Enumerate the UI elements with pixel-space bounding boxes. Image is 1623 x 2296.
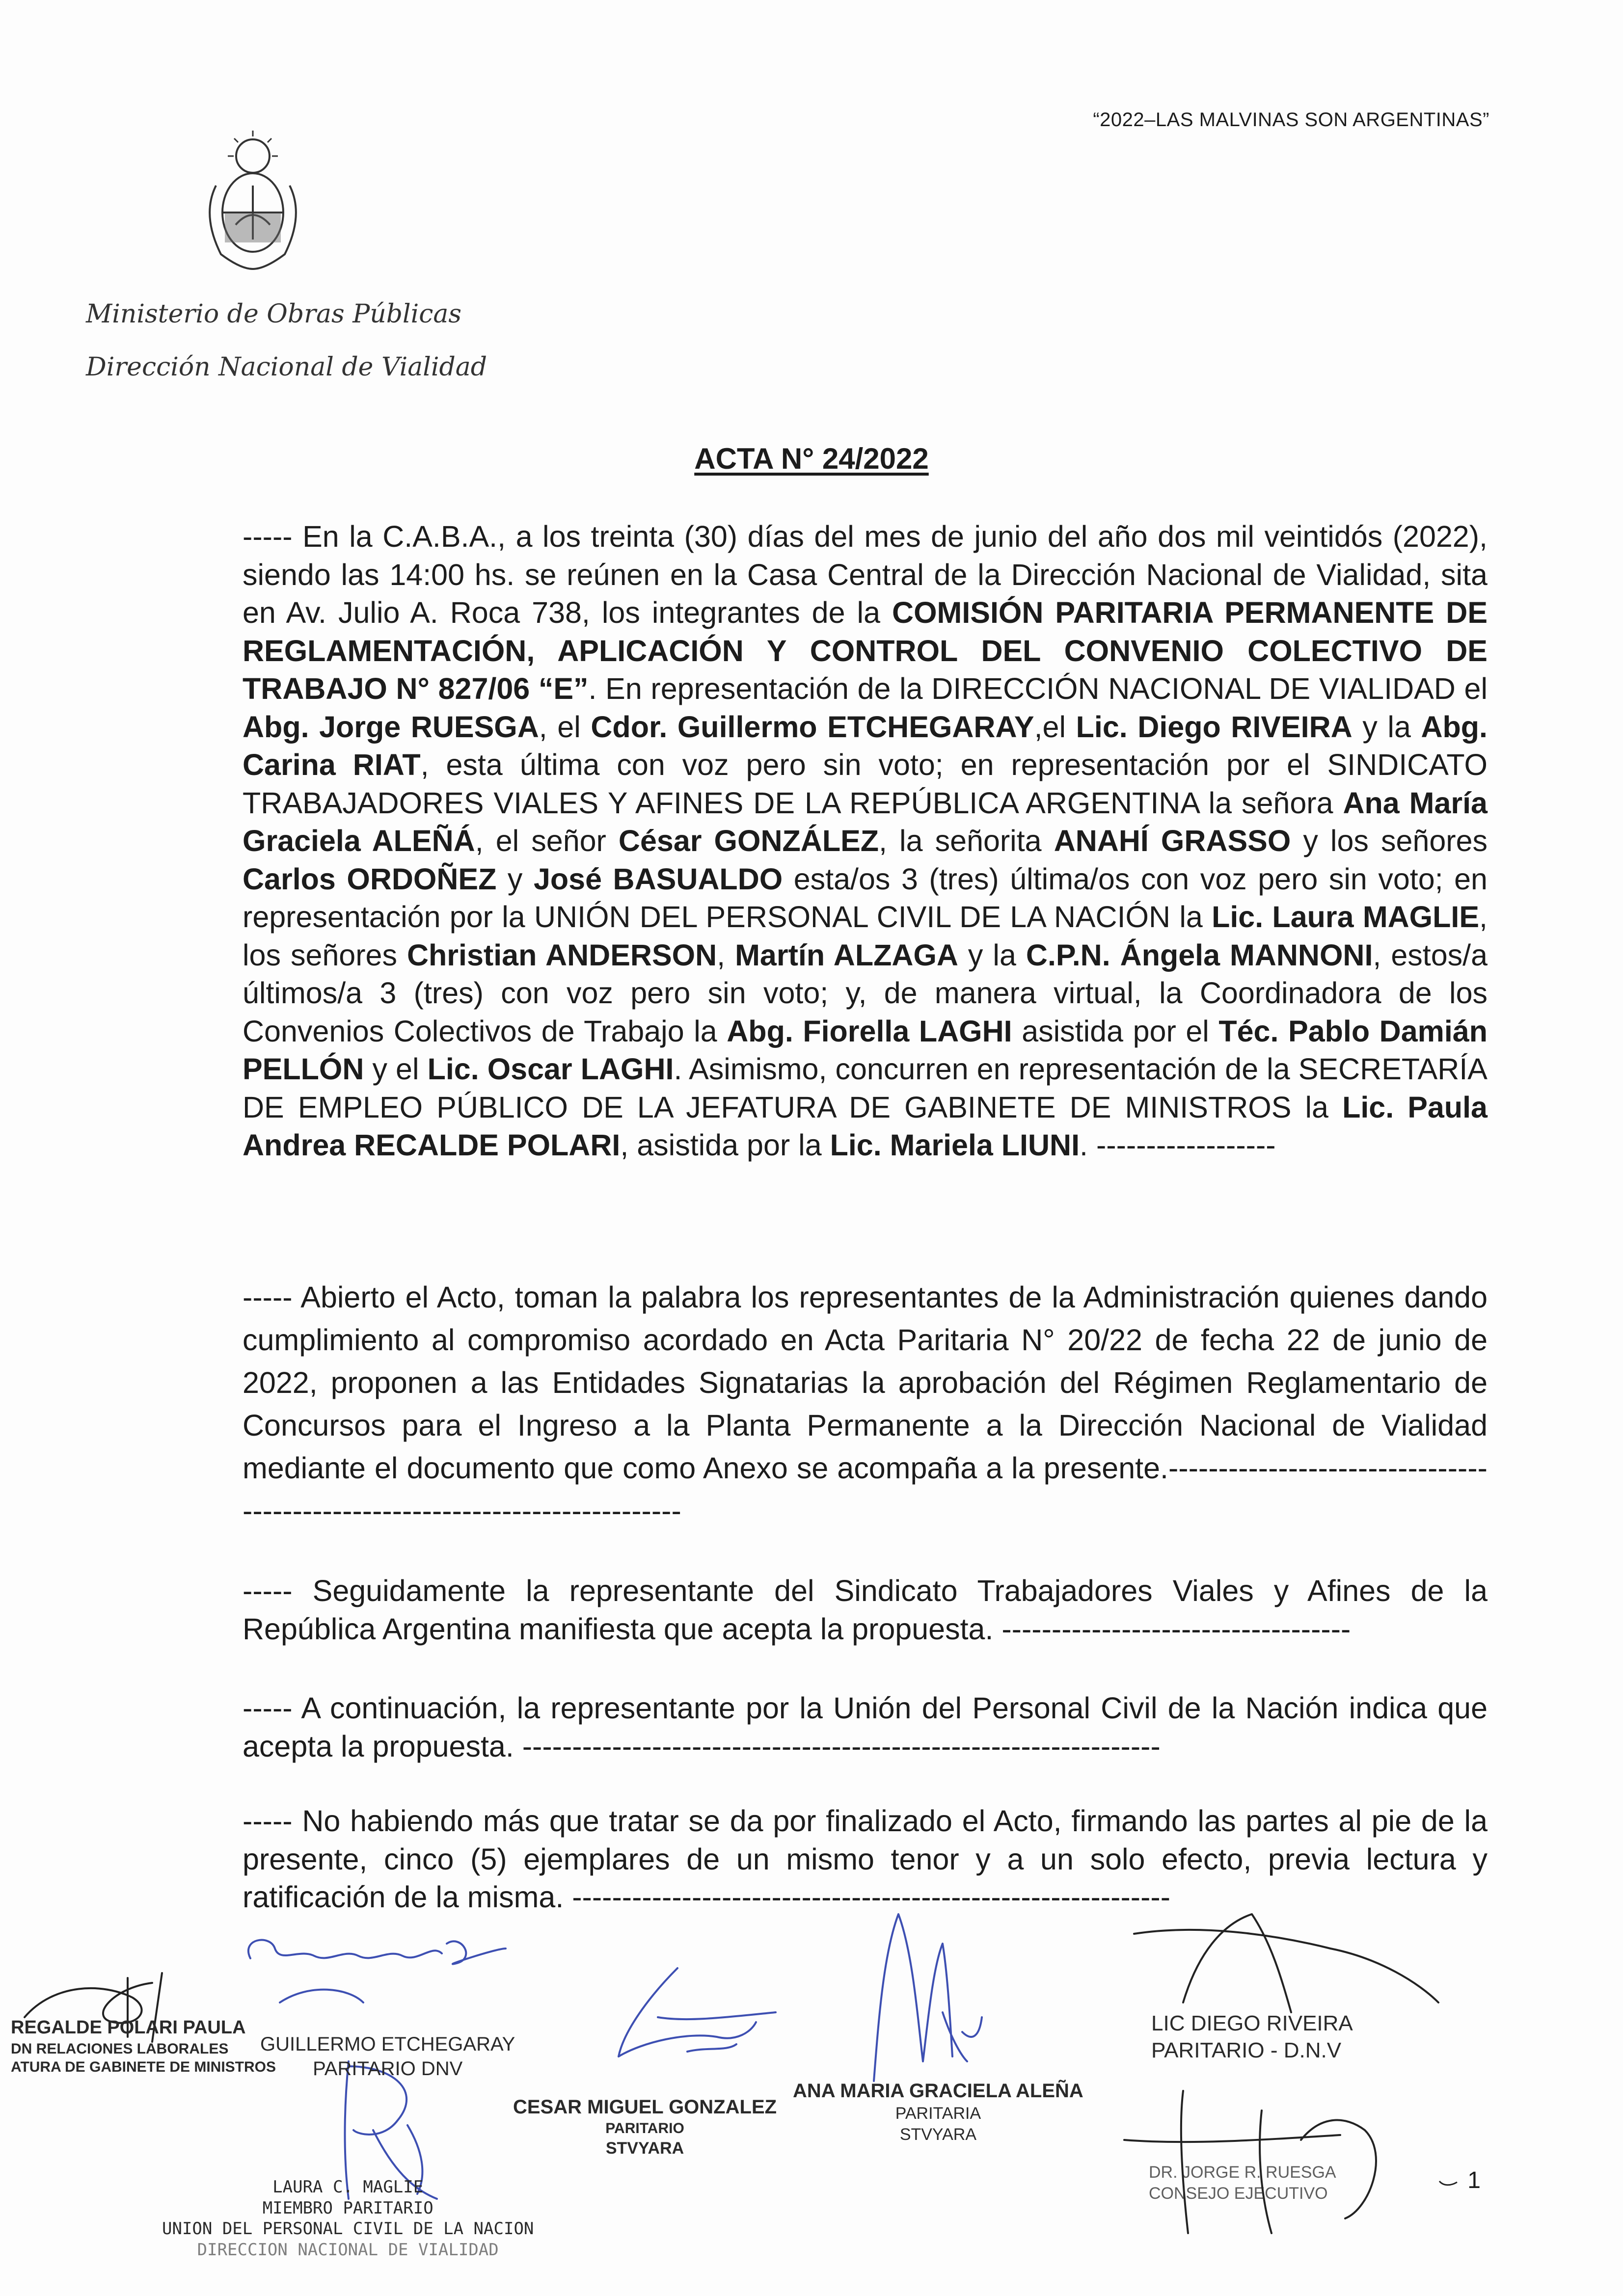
bold-run: Abg. Carina RIAT: [243, 710, 1488, 781]
bold-run: Lic. Paula Andrea RECALDE POLARI: [243, 1090, 1488, 1162]
text-run: , el señor: [475, 824, 619, 857]
text-run: asistida por el: [1012, 1014, 1219, 1048]
paragraph-upcn-acceptance: ----- A continuación, la representante por la Unión del Personal Civil de la Nación indica que acepta la propuesta. ----------------------------------------------------------------: [243, 1691, 1488, 1763]
bold-run: Lic. Oscar LAGHI: [427, 1052, 674, 1086]
bold-run: Cdor. Guillermo ETCHEGARAY: [591, 710, 1034, 744]
stamp-recalde-polari: REGALDE POLARI PAULA DN RELACIONES LABORALES ATURA DE GABINETE DE MINISTROS: [11, 2017, 276, 2075]
signature-alena: [844, 1895, 1001, 2091]
stamp-maglie: LAURA C. MAGLIE MIEMBRO PARITARIO UNION DEL PERSONAL CIVIL DE LA NACION DIRECCION NACIONAL DE VIALIDAD: [162, 2177, 534, 2260]
text-run: . En representación de la DIRECCIÓN NACIONAL DE VIALIDAD el: [588, 672, 1488, 705]
text-run: . ------------------: [1080, 1128, 1276, 1162]
paragraph-union-acceptance: ----- Seguidamente la representante del Sindicato Trabajadores Viales y Afines de la República Argentina manifiesta que acepta la propuesta. -----------------------------------: [243, 1574, 1488, 1646]
bold-run: C.P.N. Ángela MANNONI: [1026, 938, 1373, 972]
text-run: y la: [1352, 710, 1421, 744]
national-coat-of-arms-icon: [196, 127, 309, 274]
text-run: y el: [364, 1052, 428, 1086]
directorate-name: Dirección Nacional de Vialidad: [86, 352, 487, 382]
page-number: 1: [1467, 2167, 1481, 2193]
signature-riveira: [1124, 1904, 1468, 2027]
page-number-tick-icon: [1438, 2179, 1458, 2189]
bold-run: Carlos ORDOÑEZ: [243, 862, 497, 896]
stamp-ruesga: DR. JORGE R. RUESGA CONSEJO EJECUTIVO: [1149, 2163, 1336, 2203]
bold-run: Martín ALZAGA: [735, 938, 958, 972]
header-motto: “2022–LAS MALVINAS SON ARGENTINAS”: [1093, 109, 1489, 131]
text-run: , asistida por la: [620, 1128, 830, 1162]
bold-run: Lic. Diego RIVEIRA: [1076, 710, 1352, 744]
stamp-gonzalez: CESAR MIGUEL GONZALEZ PARITARIO STVYARA: [513, 2096, 777, 2158]
bold-run: ANAHÍ GRASSO: [1054, 824, 1291, 857]
paragraph-attendees: [243, 518, 1488, 1165]
stamp-etchegaray: GUILLERMO ETCHEGARAY PARITARIO DNV: [260, 2033, 515, 2080]
text-run: y la: [958, 938, 1026, 972]
text-run: ,: [717, 938, 735, 972]
text-run: ,el: [1034, 710, 1076, 744]
document-title: ACTA N° 24/2022: [694, 442, 929, 475]
stamp-alena: ANA MARIA GRACIELA ALEÑA PARITARIA STVYARA: [793, 2080, 1083, 2144]
bold-run: Lic. Laura MAGLIE: [1212, 900, 1480, 934]
bold-run: Christian ANDERSON: [406, 938, 717, 972]
stamp-riveira: LIC DIEGO RIVEIRA PARITARIO - D.N.V: [1151, 2011, 1353, 2062]
bold-run: COMISIÓN PARITARIA PERMANENTE DE REGLAMENTACIÓN, APLICACIÓN Y CONTROL DEL CONVENIO COLECTIVO DE TRABAJO N° 827/06 “E”: [243, 596, 1488, 705]
text-run: y: [496, 862, 534, 896]
paragraph-proposal: ----- Abierto el Acto, toman la palabra los representantes de la Administración quienes dando cumplimiento al compromiso acordado en Acta Paritaria N° 20/22 de fecha 22 de junio de 2022, proponen a las Entidades Signatarias la aprobación del Régimen Reglamentario de Concursos para el Ingreso a la Planta Permanente a la Dirección Nacional de Vialidad mediante el documento que como Anexo se acompaña a la presente.----------------------------------------------------------------------------: [243, 1281, 1488, 1527]
signature-gonzalez: [589, 1958, 795, 2086]
text-run: esta/os 3 (tres) última/os con voz pero sin voto; en representación por la UNIÓN DEL PERSONAL CIVIL DE LA NACIÓN la: [243, 862, 1488, 934]
bold-run: José BASUALDO: [533, 862, 783, 896]
text-run: . Asimismo, concurren en representación de la SECRETARÍA DE EMPLEO PÚBLICO DE LA JEFATURA DE GABINETE DE MINISTROS la: [243, 1052, 1488, 1124]
bold-run: Abg. Fiorella LAGHI: [727, 1014, 1012, 1048]
text-run: y los señores: [1291, 824, 1488, 857]
text-run: , la señorita: [879, 824, 1054, 857]
text-run: ----- En la C.A.B.A., a los treinta (30) días del mes de junio del año dos mil veintidós (2022), siendo las 14:00 hs. se reúnen en la Casa Central de la Dirección Nacional de Vialidad, sita en Av. Julio A. Roca 738, los integrantes de la: [243, 520, 1488, 629]
text-run: , los señores: [243, 900, 1488, 972]
bold-run: César GONZÁLEZ: [618, 824, 879, 857]
ministry-name: Ministerio de Obras Públicas: [86, 299, 462, 329]
bold-run: Abg. Jorge RUESGA: [243, 710, 539, 744]
text-run: , esta última con voz pero sin voto; en representación por el SINDICATO TRABAJADORES VIALES Y AFINES DE LA REPÚBLICA ARGENTINA la señora: [243, 748, 1488, 820]
text-run: , el: [539, 710, 591, 744]
bold-run: Ana María Graciela ALEÑÁ: [243, 786, 1488, 857]
text-run: , estos/a últimos/a 3 (tres) con voz pero sin voto; y, de manera virtual, la Coordinadora de los Convenios Colectivos de Trabajo la: [243, 938, 1488, 1048]
bold-run: Téc. Pablo Damián PELLÓN: [243, 1014, 1488, 1086]
paragraph-closing: ----- No habiendo más que tratar se da por finalizado el Acto, firmando las partes al pie de la presente, cinco (5) ejemplares de un mismo tenor y a un solo efecto, previa lectura y ratificación de la misma. ------------------------------------------------------------: [243, 1804, 1488, 1914]
bold-run: Lic. Mariela LIUNI: [830, 1128, 1080, 1162]
